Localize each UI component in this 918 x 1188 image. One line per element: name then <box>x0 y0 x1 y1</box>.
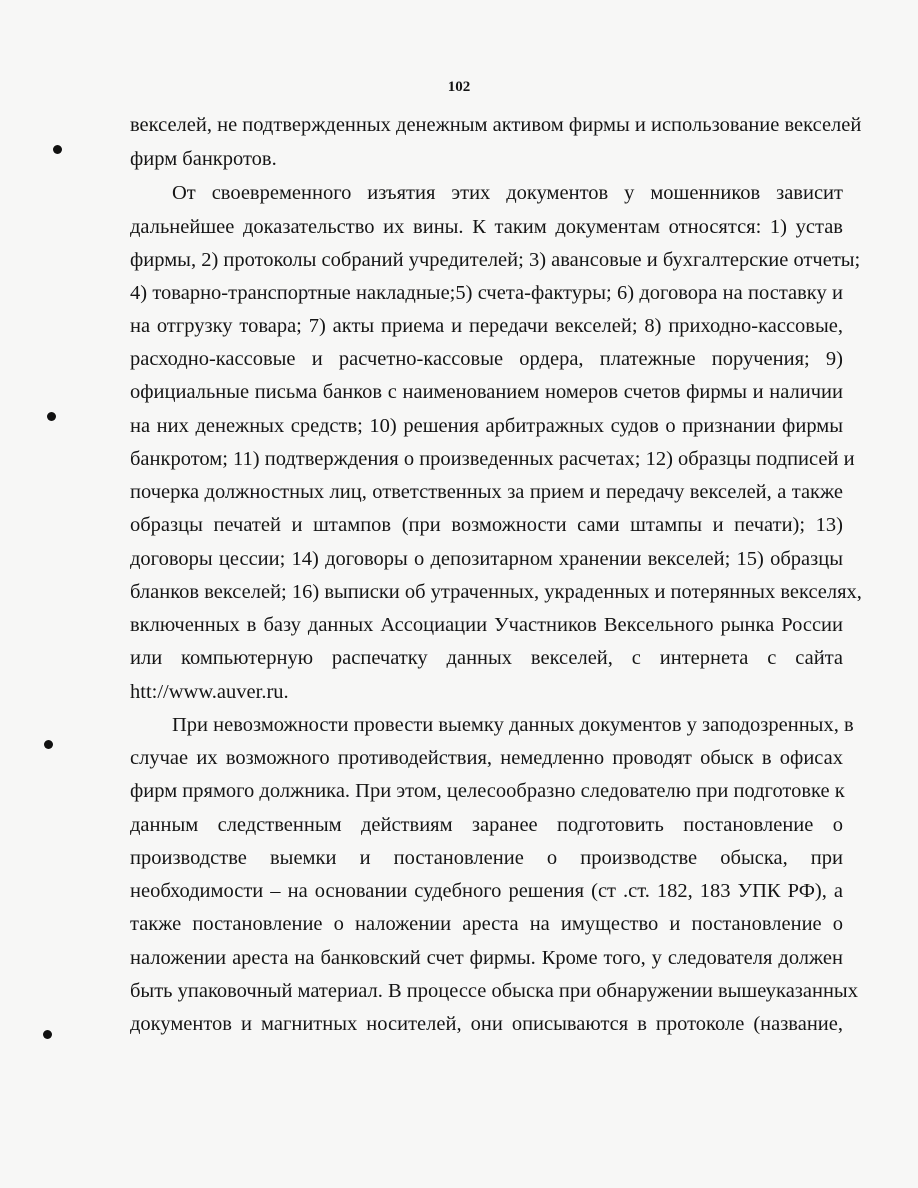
page-number: 102 <box>447 79 471 95</box>
text-line: договоры цессии; 14) договоры о депозитарном хранении векселей; 15) образцы <box>130 548 843 570</box>
url-line: htt://www.auver.ru. <box>130 681 289 703</box>
text-line: документов и магнитных носителей, они описываются в протоколе (название, <box>130 1013 843 1035</box>
text-line: включенных в базу данных Ассоциации Участников Вексельного рынка России <box>130 614 843 636</box>
text-line: наложении ареста на банковский счет фирмы. Кроме того, у следователя должен <box>130 947 843 969</box>
text-line: фирмы, 2) протоколы собраний учредителей; 3) авансовые и бухгалтерские отчеты; <box>130 249 861 271</box>
text-line: данным следственным действиям заранее подготовить постановление о <box>130 814 843 836</box>
text-line: на отгрузку товара; 7) акты приема и передачи векселей; 8) приходно-кассовые, <box>130 315 843 337</box>
text-line: векселей, не подтвержденных денежным активом фирмы и использование векселей <box>130 114 862 136</box>
paragraph-start-line: От своевременного изъятия этих документов у мошенников зависит <box>172 182 843 204</box>
text-line: почерка должностных лиц, ответственных за прием и передачу векселей, а также <box>130 481 843 503</box>
text-line: фирм прямого должника. При этом, целесообразно следователю при подготовке к <box>130 780 845 802</box>
text-line: расходно-кассовые и расчетно-кассовые ордера, платежные поручения; 9) <box>130 348 843 370</box>
punch-hole-mark <box>47 412 56 421</box>
text-line: также постановление о наложении ареста на имущество и постановление о <box>130 913 843 935</box>
text-line: на них денежных средств; 10) решения арбитражных судов о признании фирмы <box>130 415 843 437</box>
text-line: случае их возможного противодействия, немедленно проводят обыск в офисах <box>130 747 843 769</box>
text-line: бланков векселей; 16) выписки об утраченных, украденных и потерянных векселях, <box>130 581 862 603</box>
text-line: необходимости – на основании судебного решения (ст .ст. 182, 183 УПК РФ), а <box>130 880 843 902</box>
text-line: производстве выемки и постановление о производстве обыска, при <box>130 847 843 869</box>
text-line: официальные письма банков с наименованием номеров счетов фирмы и наличии <box>130 381 843 403</box>
paragraph-start-line: При невозможности провести выемку данных документов у заподозренных, в <box>172 714 854 736</box>
text-line: фирм банкротов. <box>130 148 277 170</box>
punch-hole-mark <box>53 145 62 154</box>
text-line: быть упаковочный материал. В процессе обыска при обнаружении вышеуказанных <box>130 980 858 1002</box>
text-line: 4) товарно-транспортные накладные;5) счета-фактуры; 6) договора на поставку и <box>130 282 843 304</box>
punch-hole-mark <box>44 740 53 749</box>
text-line: банкротом; 11) подтверждения о произведенных расчетах; 12) образцы подписей и <box>130 448 855 470</box>
text-line: дальнейшее доказательство их вины. К таким документам относятся: 1) устав <box>130 216 843 238</box>
text-line: образцы печатей и штампов (при возможности сами штампы и печати); 13) <box>130 514 843 536</box>
punch-hole-mark <box>43 1030 52 1039</box>
text-line: или компьютерную распечатку данных векселей, с интернета с сайта <box>130 647 843 669</box>
